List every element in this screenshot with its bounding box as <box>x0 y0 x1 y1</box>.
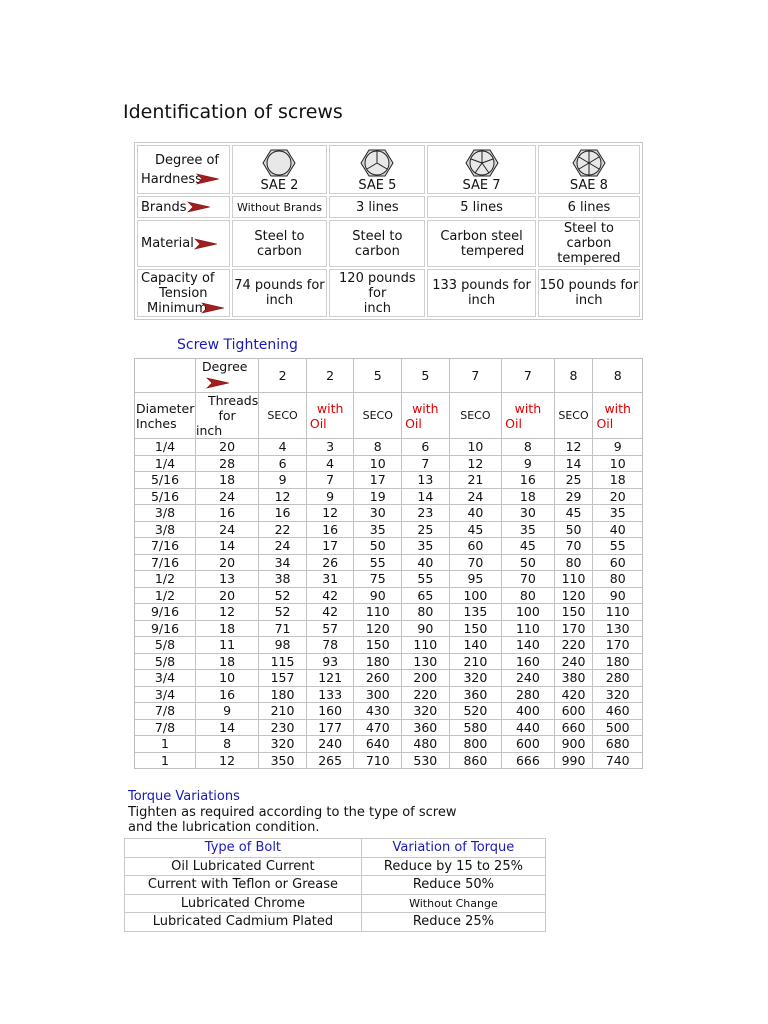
torque-value-cell: 17 <box>307 538 355 555</box>
diameter-cell: 1 <box>135 753 196 769</box>
table-row <box>135 588 642 605</box>
torque-value-cell: 18 <box>593 472 642 489</box>
torque-value-cell: 35 <box>402 538 450 555</box>
torque-value-cell: 140 <box>502 637 554 654</box>
table-row <box>125 913 545 931</box>
sae5-cell <box>329 145 425 194</box>
diameter-cell: 9/16 <box>135 621 196 638</box>
torque-value-cell: 90 <box>402 621 450 638</box>
diameter-cell: 5/16 <box>135 472 196 489</box>
torque-value-cell: 157 <box>259 670 307 687</box>
threads-cell: 20 <box>196 439 259 456</box>
torque-value-cell: 260 <box>354 670 402 687</box>
torque-value-cell: 420 <box>555 687 594 704</box>
table-row <box>135 555 642 572</box>
torque-value-cell: 600 <box>555 703 594 720</box>
table-row <box>135 670 642 687</box>
torque-value-cell: 60 <box>593 555 642 572</box>
torque-value-cell: 4 <box>259 439 307 456</box>
torque-value-cell: 7 <box>307 472 355 489</box>
torque-value-cell: 500 <box>593 720 642 737</box>
diameter-cell: 5/16 <box>135 489 196 506</box>
table-row <box>135 604 642 621</box>
diameter-cell: 3/4 <box>135 687 196 704</box>
diameter-cell: 7/16 <box>135 538 196 555</box>
torque-value-cell: 25 <box>555 472 594 489</box>
torque-description: Tighten as required according to the type of screw and the lubrication condition. <box>128 805 457 835</box>
torque-value-cell: 16 <box>259 505 307 522</box>
pointer-arrow-icon <box>187 200 211 214</box>
threads-cell: 18 <box>196 621 259 638</box>
diameter-cell: 1/2 <box>135 588 196 605</box>
diameter-cell: 3/8 <box>135 505 196 522</box>
pointer-arrow-icon <box>194 237 218 251</box>
torque-value-cell: 52 <box>259 604 307 621</box>
torque-value-cell: 133 <box>307 687 355 704</box>
torque-value-cell: 60 <box>450 538 503 555</box>
table-row <box>135 687 642 704</box>
pointer-arrow-icon <box>206 376 230 390</box>
torque-value-cell: 860 <box>450 753 503 769</box>
table-row <box>135 489 642 506</box>
torque-value-cell: 210 <box>259 703 307 720</box>
page-title: Identification of screws <box>123 101 343 123</box>
torque-value-cell: 70 <box>555 538 594 555</box>
torque-value-cell: 19 <box>354 489 402 506</box>
torque-value-cell: 740 <box>605 752 630 768</box>
torque-value-cell: 12 <box>259 489 307 506</box>
grade-label: SAE 2 <box>260 178 299 193</box>
torque-value-cell: 100 <box>502 604 554 621</box>
torque-value-cell: 6 <box>402 439 450 456</box>
torque-value-cell: 320 <box>259 736 307 753</box>
torque-value-cell: 680 <box>593 736 642 753</box>
capacity-cell: 133 pounds for inch <box>427 269 536 317</box>
sae7-cell <box>427 145 536 194</box>
torque-value-cell: 480 <box>402 736 450 753</box>
brand-cell: 5 lines <box>427 196 536 218</box>
torque-value-cell: 55 <box>402 571 450 588</box>
torque-value-cell: 9 <box>502 456 554 473</box>
torque-value-cell: 180 <box>354 654 402 671</box>
grade-label: SAE 8 <box>569 178 608 193</box>
threads-cell: 20 <box>196 555 259 572</box>
table-row <box>135 654 642 671</box>
torque-value-cell: 220 <box>402 687 450 704</box>
threads-cell: 18 <box>196 654 259 671</box>
torque-value-cell: 430 <box>354 703 402 720</box>
degree-value: 2 <box>307 359 355 393</box>
torque-value-cell: 100 <box>450 588 503 605</box>
seco-label: SECO <box>450 393 503 439</box>
diameter-cell: 1/2 <box>135 571 196 588</box>
diameter-cell: 9/16 <box>135 604 196 621</box>
torque-value-cell: 93 <box>307 654 355 671</box>
torque-value-cell: 130 <box>593 621 642 638</box>
capacity-label: Capacity of Tension Minimum <box>137 269 230 317</box>
torque-value-cell: 29 <box>555 489 594 506</box>
torque-value-cell: 240 <box>502 670 554 687</box>
torque-value-cell: 666 <box>502 753 554 769</box>
degree-value: 7 <box>502 359 554 393</box>
torque-value-cell: 990 <box>555 753 594 769</box>
bolt-type-cell: Current with Teflon or Grease <box>125 876 362 895</box>
torque-value-cell: 45 <box>502 538 554 555</box>
torque-value-cell: 42 <box>307 588 355 605</box>
torque-value-cell: 150 <box>354 637 402 654</box>
material-cell: Steel to carbon <box>232 220 328 267</box>
threads-cell: 10 <box>196 670 259 687</box>
table-row <box>135 753 642 769</box>
torque-value-cell: 440 <box>502 720 554 737</box>
torque-variation-cell: Reduce 50% <box>362 876 545 895</box>
threads-cell: 14 <box>196 720 259 737</box>
material-cell: Steel to carbon tempered <box>538 220 640 267</box>
torque-value-cell: 177 <box>307 720 355 737</box>
torque-value-cell: 24 <box>259 538 307 555</box>
torque-value-cell: 3 <box>307 439 355 456</box>
tightening-table <box>134 358 643 769</box>
torque-value-cell: 13 <box>402 472 450 489</box>
seco-label: SECO <box>354 393 402 439</box>
sae2-bolt-head-icon <box>262 148 296 178</box>
degree-value: 8 <box>555 359 594 393</box>
torque-value-cell: 280 <box>502 687 554 704</box>
torque-value-cell: 520 <box>450 703 503 720</box>
threads-label: Threads for inch <box>195 393 259 438</box>
torque-value-cell: 320 <box>593 687 642 704</box>
torque-value-cell: 80 <box>502 588 554 605</box>
torque-value-cell: 57 <box>307 621 355 638</box>
material-cell: Steel to carbon <box>329 220 425 267</box>
torque-value-cell: 21 <box>450 472 503 489</box>
torque-value-cell: 220 <box>555 637 594 654</box>
torque-value-cell: 210 <box>450 654 503 671</box>
brand-cell: Without Brands <box>232 196 328 218</box>
torque-value-cell: 320 <box>402 703 450 720</box>
table-row <box>125 876 545 895</box>
grade-label: SAE 5 <box>358 178 397 193</box>
threads-cell: 16 <box>196 505 259 522</box>
diameter-cell: 1/4 <box>135 439 196 456</box>
torque-value-cell: 121 <box>307 670 355 687</box>
degree-value: 5 <box>402 359 450 393</box>
torque-value-cell: 80 <box>555 555 594 572</box>
torque-value-cell: 200 <box>402 670 450 687</box>
torque-value-cell: 110 <box>502 621 554 638</box>
table-row <box>135 439 642 456</box>
torque-variation-cell: Without Change <box>362 895 545 914</box>
table-row <box>135 472 642 489</box>
threads-cell: 12 <box>196 604 259 621</box>
torque-value-cell: 55 <box>593 538 642 555</box>
torque-value-cell: 38 <box>259 571 307 588</box>
torque-value-cell: 6 <box>259 456 307 473</box>
torque-value-cell: 8 <box>354 439 402 456</box>
diameter-label: Diameter Inches <box>135 393 196 439</box>
with-oil-label: with Oil <box>402 393 450 439</box>
table-row <box>135 621 642 638</box>
threads-cell: 12 <box>196 753 259 769</box>
torque-value-cell: 95 <box>450 571 503 588</box>
table-row <box>135 720 642 737</box>
table-row <box>135 538 642 555</box>
torque-value-cell: 120 <box>354 621 402 638</box>
threads-cell: 16 <box>196 687 259 704</box>
torque-value-cell: 660 <box>555 720 594 737</box>
torque-value-cell: 50 <box>502 555 554 572</box>
material-label: Material <box>137 220 230 267</box>
capacity-cell: 150 pounds for inch <box>538 269 640 317</box>
sae7-bolt-head-icon <box>465 148 499 178</box>
torque-value-cell: 22 <box>259 522 307 539</box>
torque-value-cell: 30 <box>354 505 402 522</box>
threads-cell: 13 <box>196 571 259 588</box>
torque-value-cell: 70 <box>502 571 554 588</box>
torque-value-cell: 90 <box>354 588 402 605</box>
torque-value-cell: 460 <box>593 703 642 720</box>
threads-cell: 28 <box>196 456 259 473</box>
threads-cell: 24 <box>196 489 259 506</box>
with-oil-label: with Oil <box>593 393 642 439</box>
torque-value-cell: 45 <box>450 522 503 539</box>
table-row <box>135 571 642 588</box>
torque-value-cell: 4 <box>307 456 355 473</box>
diameter-cell: 1 <box>135 736 196 753</box>
sae8-bolt-head-icon <box>572 148 606 178</box>
torque-value-cell: 470 <box>354 720 402 737</box>
torque-value-cell: 50 <box>555 522 594 539</box>
table-row <box>135 505 642 522</box>
torque-value-cell: 10 <box>593 456 642 473</box>
table-row <box>135 736 642 753</box>
torque-value-cell: 240 <box>307 736 355 753</box>
torque-value-cell: 110 <box>402 637 450 654</box>
torque-value-cell: 50 <box>354 538 402 555</box>
torque-value-cell: 78 <box>307 637 355 654</box>
torque-value-cell: 110 <box>555 571 594 588</box>
threads-cell: 18 <box>196 472 259 489</box>
torque-value-cell: 71 <box>259 621 307 638</box>
torque-value-cell: 360 <box>450 687 503 704</box>
torque-variation-header: Variation of Torque <box>362 839 545 858</box>
torque-value-cell: 65 <box>402 588 450 605</box>
sae8-cell <box>538 145 640 194</box>
torque-value-cell: 34 <box>259 555 307 572</box>
bolt-type-header: Type of Bolt <box>125 839 362 858</box>
brand-cell: 6 lines <box>538 196 640 218</box>
torque-value-cell: 14 <box>402 489 450 506</box>
bolt-type-cell: Lubricated Cadmium Plated <box>125 913 362 931</box>
threads-cell: 9 <box>196 703 259 720</box>
degree-hardness-label: Degree of Hardness <box>137 145 230 194</box>
torque-value-cell: 45 <box>555 505 594 522</box>
diameter-cell: 5/8 <box>135 637 196 654</box>
torque-value-cell: 380 <box>555 670 594 687</box>
torque-value-cell: 40 <box>402 555 450 572</box>
torque-value-cell: 150 <box>450 621 503 638</box>
torque-value-cell: 640 <box>354 736 402 753</box>
torque-value-cell: 98 <box>259 637 307 654</box>
table-row <box>125 858 545 877</box>
torque-value-cell: 24 <box>450 489 503 506</box>
torque-value-cell: 150 <box>555 604 594 621</box>
torque-variation-cell: Reduce 25% <box>412 914 494 930</box>
torque-value-cell: 40 <box>593 522 642 539</box>
diameter-cell: 7/8 <box>135 720 196 737</box>
table-row <box>135 456 642 473</box>
pointer-arrow-icon <box>196 172 220 186</box>
torque-value-cell: 17 <box>354 472 402 489</box>
grade-label: SAE 7 <box>462 178 501 193</box>
torque-value-cell: 135 <box>450 604 503 621</box>
torque-value-cell: 75 <box>354 571 402 588</box>
torque-value-cell: 120 <box>555 588 594 605</box>
torque-value-cell: 20 <box>593 489 642 506</box>
torque-variation-cell: Reduce by 15 to 25% <box>362 858 545 877</box>
torque-value-cell: 14 <box>555 456 594 473</box>
torque-value-cell: 9 <box>259 472 307 489</box>
torque-value-cell: 16 <box>307 522 355 539</box>
pointer-arrow-icon <box>201 301 225 315</box>
torque-value-cell: 35 <box>593 505 642 522</box>
torque-value-cell: 800 <box>450 736 503 753</box>
diameter-cell: 3/8 <box>135 522 196 539</box>
torque-value-cell: 600 <box>502 736 554 753</box>
torque-value-cell: 320 <box>450 670 503 687</box>
torque-value-cell: 9 <box>307 489 355 506</box>
diameter-cell: 5/8 <box>135 654 196 671</box>
torque-value-cell: 12 <box>555 439 594 456</box>
torque-value-cell: 12 <box>450 456 503 473</box>
seco-label: SECO <box>555 393 594 439</box>
torque-value-cell: 400 <box>502 703 554 720</box>
threads-cell: 8 <box>196 736 259 753</box>
torque-value-cell: 160 <box>307 703 355 720</box>
torque-value-cell: 40 <box>450 505 503 522</box>
torque-value-cell: 90 <box>593 588 642 605</box>
torque-value-cell: 35 <box>354 522 402 539</box>
torque-value-cell: 23 <box>402 505 450 522</box>
torque-value-cell: 240 <box>555 654 594 671</box>
torque-value-cell: 8 <box>502 439 554 456</box>
torque-value-cell: 70 <box>450 555 503 572</box>
torque-value-cell: 10 <box>450 439 503 456</box>
sae5-bolt-head-icon <box>360 148 394 178</box>
degree-value: 8 <box>593 359 642 393</box>
torque-value-cell: 180 <box>593 654 642 671</box>
capacity-cell: 74 pounds for inch <box>232 269 328 317</box>
with-oil-label: with Oil <box>307 393 355 439</box>
torque-value-cell: 300 <box>354 687 402 704</box>
material-cell: Carbon steel tempered <box>427 220 536 267</box>
torque-value-cell: 16 <box>502 472 554 489</box>
brand-cell: 3 lines <box>329 196 425 218</box>
torque-value-cell: 31 <box>307 571 355 588</box>
torque-value-cell: 230 <box>259 720 307 737</box>
corner-cell <box>135 359 196 393</box>
diameter-cell: 3/4 <box>135 670 196 687</box>
torque-value-cell: 18 <box>502 489 554 506</box>
degree-value: 7 <box>450 359 503 393</box>
degree-value: 5 <box>354 359 402 393</box>
torque-value-cell: 42 <box>307 604 355 621</box>
threads-cell: 24 <box>196 522 259 539</box>
torque-title: Torque Variations <box>128 789 240 804</box>
torque-value-cell: 10 <box>354 456 402 473</box>
degree-value: 2 <box>259 359 307 393</box>
torque-value-cell: 180 <box>259 687 307 704</box>
table-row <box>135 637 642 654</box>
torque-value-cell: 35 <box>502 522 554 539</box>
bolt-type-cell: Oil Lubricated Current <box>125 858 362 877</box>
torque-value-cell: 350 <box>259 753 307 769</box>
torque-value-cell: 280 <box>593 670 642 687</box>
torque-value-cell: 265 <box>307 753 355 769</box>
torque-value-cell: 12 <box>307 505 355 522</box>
diameter-cell: 7/8 <box>135 703 196 720</box>
torque-value-cell: 26 <box>307 555 355 572</box>
torque-value-cell: 55 <box>354 555 402 572</box>
sae-identification-table <box>134 142 643 320</box>
seco-label: SECO <box>259 393 307 439</box>
torque-value-cell: 80 <box>593 571 642 588</box>
degree-label: Degree <box>196 359 259 393</box>
torque-value-cell: 900 <box>555 736 594 753</box>
torque-table <box>124 838 546 932</box>
torque-value-cell: 115 <box>259 654 307 671</box>
torque-value-cell: 170 <box>593 637 642 654</box>
torque-value-cell: 170 <box>555 621 594 638</box>
diameter-cell: 7/16 <box>135 555 196 572</box>
torque-value-cell: 710 <box>354 753 402 769</box>
torque-value-cell: 160 <box>502 654 554 671</box>
torque-value-cell: 110 <box>354 604 402 621</box>
torque-value-cell: 130 <box>402 654 450 671</box>
table-row <box>135 522 642 539</box>
with-oil-label: with Oil <box>502 393 554 439</box>
tightening-title: Screw Tightening <box>177 337 298 353</box>
torque-value-cell: 140 <box>450 637 503 654</box>
torque-value-cell: 580 <box>450 720 503 737</box>
threads-cell: 11 <box>196 637 259 654</box>
torque-value-cell: 9 <box>593 439 642 456</box>
sae2-cell <box>232 145 328 194</box>
table-row <box>125 895 545 914</box>
torque-value-cell: 7 <box>402 456 450 473</box>
bolt-type-cell: Lubricated Chrome <box>125 895 362 914</box>
torque-value-cell: 530 <box>402 753 450 769</box>
torque-value-cell: 25 <box>402 522 450 539</box>
torque-value-cell: 110 <box>593 604 642 621</box>
capacity-cell: 120 pounds for inch <box>329 269 425 317</box>
torque-value-cell: 30 <box>502 505 554 522</box>
brands-label: Brands <box>137 196 230 218</box>
torque-value-cell: 360 <box>402 720 450 737</box>
threads-cell: 14 <box>196 538 259 555</box>
threads-cell: 20 <box>196 588 259 605</box>
torque-value-cell: 80 <box>402 604 450 621</box>
torque-value-cell: 52 <box>259 588 307 605</box>
diameter-cell: 1/4 <box>135 456 196 473</box>
table-row <box>135 703 642 720</box>
